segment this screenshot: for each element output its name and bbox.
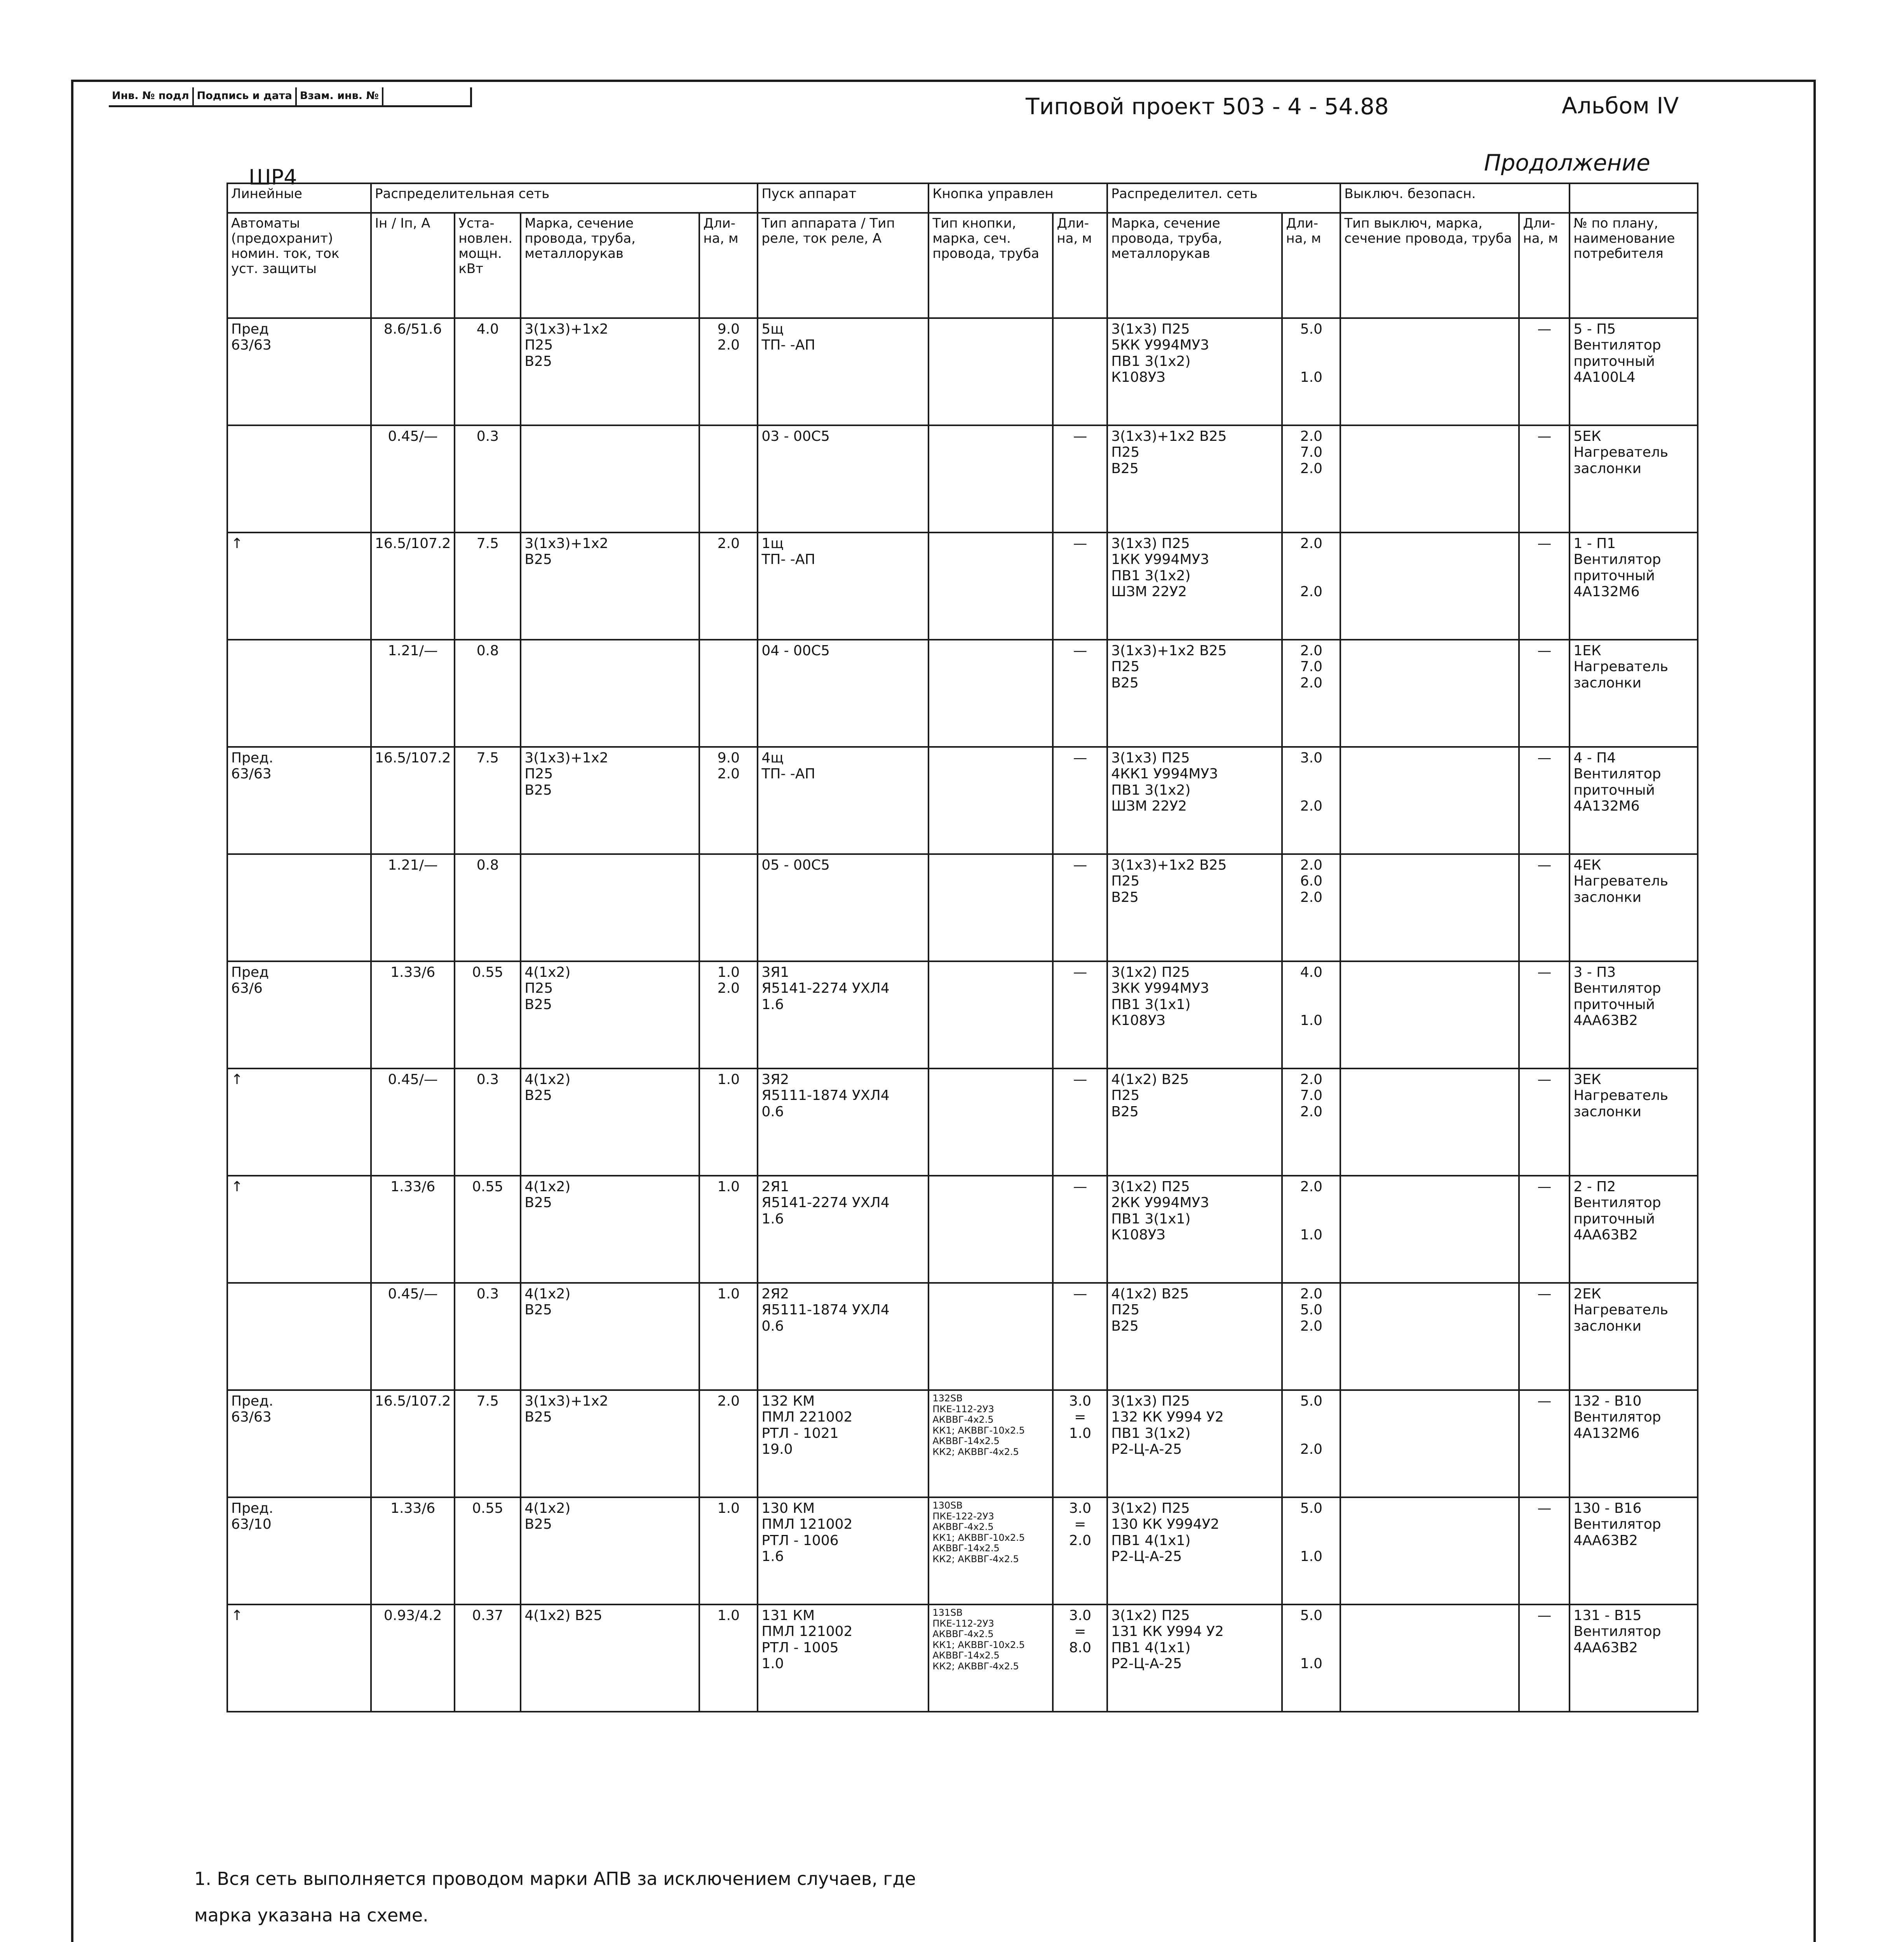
cell-sw bbox=[1340, 1497, 1519, 1604]
notes bbox=[194, 1860, 971, 1942]
cell-current: 16.5/107.2 bbox=[371, 532, 455, 640]
table-row bbox=[227, 1497, 1698, 1604]
cell-length: 9.0 2.0 bbox=[699, 747, 758, 854]
cell-automat bbox=[227, 640, 371, 747]
cell-app: 3Я1 Я5141-2274 УХЛ4 1.6 bbox=[758, 961, 928, 1068]
note-1: 1. Вся сеть выполняется проводом марки АПВ за исключением случаев, где марка указана на схеме. bbox=[194, 1868, 916, 1926]
cell-button bbox=[928, 532, 1053, 640]
cell-current: 1.33/6 bbox=[371, 1497, 455, 1604]
cell-swlen: — bbox=[1519, 1604, 1570, 1712]
cell-mark: 4(1x2) В25 bbox=[521, 1176, 699, 1283]
cell-sw bbox=[1340, 1068, 1519, 1176]
top-stamp bbox=[109, 87, 472, 107]
col-switch: Тип выключ, марка, сечение провода, труба bbox=[1340, 213, 1519, 318]
cell-dlen: 2.0 7.0 2.0 bbox=[1282, 425, 1340, 532]
cell-dlen: 3.0 2.0 bbox=[1282, 747, 1340, 854]
table-row bbox=[227, 1390, 1698, 1497]
cell-sw bbox=[1340, 425, 1519, 532]
cell-power: 0.8 bbox=[455, 640, 521, 747]
cell-app: 4щ ТП- -АП bbox=[758, 747, 928, 854]
cell-mark bbox=[521, 854, 699, 961]
cell-button bbox=[928, 640, 1053, 747]
table-row bbox=[227, 1604, 1698, 1712]
stamp-vzam-inv: Взам. инв. № bbox=[297, 87, 383, 105]
table-row bbox=[227, 532, 1698, 640]
cell-current: 1.21/— bbox=[371, 640, 455, 747]
cell-automat: Пред 63/63 bbox=[227, 318, 371, 425]
cell-length: 2.0 bbox=[699, 1390, 758, 1497]
cell-app: 03 - 00С5 bbox=[758, 425, 928, 532]
cell-length: 1.0 bbox=[699, 1497, 758, 1604]
cell-swlen: — bbox=[1519, 640, 1570, 747]
cell-power: 7.5 bbox=[455, 532, 521, 640]
cell-power: 0.3 bbox=[455, 425, 521, 532]
cell-blen: — bbox=[1053, 425, 1107, 532]
cell-button bbox=[928, 425, 1053, 532]
cell-current: 8.6/51.6 bbox=[371, 318, 455, 425]
cell-dist: 3(1x2) П25 3КК У994МУ3 ПВ1 3(1x1) К108УЗ bbox=[1107, 961, 1282, 1068]
cell-app: 2Я1 Я5141-2274 УХЛ4 1.6 bbox=[758, 1176, 928, 1283]
cell-swlen: — bbox=[1519, 961, 1570, 1068]
cell-dist: 3(1x3) П25 1КК У994МУ3 ПВ1 3(1x2) ШЗМ 22У2 bbox=[1107, 532, 1282, 640]
cell-mark: 4(1x2) В25 bbox=[521, 1068, 699, 1176]
cell-mark: 3(1x3)+1x2 В25 bbox=[521, 1390, 699, 1497]
group-start-app: Пуск аппарат bbox=[758, 183, 928, 213]
cell-current: 0.45/— bbox=[371, 1068, 455, 1176]
cell-mark bbox=[521, 425, 699, 532]
group-switch: Выключ. безопасн. bbox=[1340, 183, 1570, 213]
cell-power: 4.0 bbox=[455, 318, 521, 425]
cell-dlen: 4.0 1.0 bbox=[1282, 961, 1340, 1068]
cell-mark: 4(1x2) П25 В25 bbox=[521, 961, 699, 1068]
cell-dlen: 2.0 2.0 bbox=[1282, 532, 1340, 640]
cell-sw bbox=[1340, 318, 1519, 425]
cell-consumer: 131 - В15 Вентилятор 4АА63В2 bbox=[1570, 1604, 1698, 1712]
cell-current: 16.5/107.2 bbox=[371, 1390, 455, 1497]
cell-consumer: 4ЕК Нагреватель заслонки bbox=[1570, 854, 1698, 961]
cell-length: 9.0 2.0 bbox=[699, 318, 758, 425]
panel-label: ШР4 bbox=[249, 165, 297, 190]
cell-dlen: 5.0 2.0 bbox=[1282, 1390, 1340, 1497]
col-length: Дли-на, м bbox=[699, 213, 758, 318]
cell-blen: 3.0 = 2.0 bbox=[1053, 1497, 1107, 1604]
cell-length bbox=[699, 854, 758, 961]
cell-current: 1.21/— bbox=[371, 854, 455, 961]
cell-automat: Пред 63/6 bbox=[227, 961, 371, 1068]
cell-button bbox=[928, 1176, 1053, 1283]
cell-dlen: 2.0 1.0 bbox=[1282, 1176, 1340, 1283]
cell-blen: — bbox=[1053, 1176, 1107, 1283]
cell-sw bbox=[1340, 532, 1519, 640]
group-dist-net-2: Распределител. сеть bbox=[1107, 183, 1340, 213]
cell-power: 0.3 bbox=[455, 1068, 521, 1176]
cell-swlen: — bbox=[1519, 318, 1570, 425]
cell-power: 0.55 bbox=[455, 961, 521, 1068]
cell-length: 1.0 bbox=[699, 1604, 758, 1712]
cell-swlen: — bbox=[1519, 1068, 1570, 1176]
cell-consumer: 130 - В16 Вентилятор 4АА63В2 bbox=[1570, 1497, 1698, 1604]
group-lines: Линейные bbox=[227, 183, 371, 213]
cell-power: 7.5 bbox=[455, 747, 521, 854]
cell-length: 2.0 bbox=[699, 532, 758, 640]
cell-blen: — bbox=[1053, 854, 1107, 961]
note-2 bbox=[194, 1937, 971, 1942]
cell-automat: Пред. 63/63 bbox=[227, 747, 371, 854]
cell-consumer: 2 - П2 Вентилятор приточный 4АА63В2 bbox=[1570, 1176, 1698, 1283]
cell-consumer: 5 - П5 Вентилятор приточный 4А100L4 bbox=[1570, 318, 1698, 425]
cell-swlen: — bbox=[1519, 1283, 1570, 1390]
table-row bbox=[227, 747, 1698, 854]
cell-sw bbox=[1340, 1283, 1519, 1390]
cell-consumer: 5ЕК Нагреватель заслонки bbox=[1570, 425, 1698, 532]
table-row bbox=[227, 1068, 1698, 1176]
cell-blen: — bbox=[1053, 1283, 1107, 1390]
cell-blen: — bbox=[1053, 961, 1107, 1068]
cell-power: 0.8 bbox=[455, 854, 521, 961]
cell-current: 16.5/107.2 bbox=[371, 747, 455, 854]
cell-button: 132SB ПКЕ-112-2У3 АКВВГ-4x2.5 КК1; АКВВГ-10x2.5 АКВВГ-14x2.5 КК2; АКВВГ-4x2.5 bbox=[928, 1390, 1053, 1497]
col-app-type: Тип аппарата / Тип реле, ток реле, А bbox=[758, 213, 928, 318]
table-row bbox=[227, 1283, 1698, 1390]
cell-automat bbox=[227, 425, 371, 532]
cell-consumer: 1ЕК Нагреватель заслонки bbox=[1570, 640, 1698, 747]
cell-consumer: 1 - П1 Вентилятор приточный 4А132М6 bbox=[1570, 532, 1698, 640]
cell-blen: — bbox=[1053, 532, 1107, 640]
table-row bbox=[227, 961, 1698, 1068]
cell-length: 1.0 bbox=[699, 1283, 758, 1390]
cell-current: 1.33/6 bbox=[371, 961, 455, 1068]
cell-blen: — bbox=[1053, 747, 1107, 854]
cell-consumer: 2ЕК Нагреватель заслонки bbox=[1570, 1283, 1698, 1390]
cell-mark: 3(1x3)+1x2 П25 В25 bbox=[521, 747, 699, 854]
cell-current: 0.45/— bbox=[371, 425, 455, 532]
col-dist-len: Дли-на, м bbox=[1282, 213, 1340, 318]
cell-current: 1.33/6 bbox=[371, 1176, 455, 1283]
group-empty bbox=[1570, 183, 1698, 213]
cell-automat bbox=[227, 1283, 371, 1390]
table-row bbox=[227, 854, 1698, 961]
cell-dist: 3(1x3)+1x2 В25 П25 В25 bbox=[1107, 640, 1282, 747]
cell-length bbox=[699, 425, 758, 532]
cell-dist: 3(1x2) П25 131 КК У994 У2 ПВ1 4(1x1) Р2-Ц-А-25 bbox=[1107, 1604, 1282, 1712]
table-row bbox=[227, 425, 1698, 532]
cell-automat: ↑ bbox=[227, 532, 371, 640]
cell-sw bbox=[1340, 1176, 1519, 1283]
cell-button: 131SB ПКЕ-112-2У3 АКВВГ-4x2.5 КК1; АКВВГ-10x2.5 АКВВГ-14x2.5 КК2; АКВВГ-4x2.5 bbox=[928, 1604, 1053, 1712]
cell-dlen: 5.0 1.0 bbox=[1282, 318, 1340, 425]
cell-button bbox=[928, 1283, 1053, 1390]
cell-length: 1.0 bbox=[699, 1068, 758, 1176]
cell-dist: 3(1x3) П25 132 КК У994 У2 ПВ1 3(1x2) Р2-Ц-А-25 bbox=[1107, 1390, 1282, 1497]
cell-dist: 3(1x2) П25 2КК У994МУ3 ПВ1 3(1x1) К108УЗ bbox=[1107, 1176, 1282, 1283]
cell-sw bbox=[1340, 640, 1519, 747]
stamp-sign-date: Подпись и дата bbox=[194, 87, 297, 105]
cell-swlen: — bbox=[1519, 747, 1570, 854]
cell-dist: 4(1x2) В25 П25 В25 bbox=[1107, 1068, 1282, 1176]
cell-mark: 4(1x2) В25 bbox=[521, 1604, 699, 1712]
col-dist-mark: Марка, сечение провода, труба, металлорукав bbox=[1107, 213, 1282, 318]
col-consumer: № по плану, наименование потребителя bbox=[1570, 213, 1698, 318]
cell-power: 0.37 bbox=[455, 1604, 521, 1712]
group-button: Кнопка управлен bbox=[928, 183, 1107, 213]
cell-automat: Пред. 63/10 bbox=[227, 1497, 371, 1604]
cell-power: 0.55 bbox=[455, 1497, 521, 1604]
cell-blen: 3.0 = 8.0 bbox=[1053, 1604, 1107, 1712]
cell-power: 7.5 bbox=[455, 1390, 521, 1497]
cell-app: 132 КМ ПМЛ 221002 РТЛ - 1021 19.0 bbox=[758, 1390, 928, 1497]
cell-sw bbox=[1340, 961, 1519, 1068]
table-row bbox=[227, 318, 1698, 425]
cell-app: 130 КМ ПМЛ 121002 РТЛ - 1006 1.6 bbox=[758, 1497, 928, 1604]
continuation-label: Продолжение bbox=[1484, 150, 1650, 176]
cell-mark: 3(1x3)+1x2 П25 В25 bbox=[521, 318, 699, 425]
col-switch-len: Дли-на, м bbox=[1519, 213, 1570, 318]
cell-dlen: 5.0 1.0 bbox=[1282, 1497, 1340, 1604]
cell-current: 0.45/— bbox=[371, 1283, 455, 1390]
cell-dlen: 2.0 5.0 2.0 bbox=[1282, 1283, 1340, 1390]
cell-blen: — bbox=[1053, 1068, 1107, 1176]
cell-button bbox=[928, 318, 1053, 425]
cell-blen: 3.0 = 1.0 bbox=[1053, 1390, 1107, 1497]
cell-swlen: — bbox=[1519, 532, 1570, 640]
cell-blen bbox=[1053, 318, 1107, 425]
cell-app: 04 - 00С5 bbox=[758, 640, 928, 747]
col-current: Iн / Iп, А bbox=[371, 213, 455, 318]
cell-swlen: — bbox=[1519, 1497, 1570, 1604]
cell-automat: ↑ bbox=[227, 1604, 371, 1712]
stamp-inv-podl: Инв. № подл bbox=[109, 87, 194, 105]
cell-consumer: 3ЕК Нагреватель заслонки bbox=[1570, 1068, 1698, 1176]
cell-dist: 3(1x2) П25 130 КК У994У2 ПВ1 4(1x1) Р2-Ц-А-25 bbox=[1107, 1497, 1282, 1604]
cell-app: 5щ ТП- -АП bbox=[758, 318, 928, 425]
table-row bbox=[227, 640, 1698, 747]
cell-mark bbox=[521, 640, 699, 747]
cell-swlen: — bbox=[1519, 1176, 1570, 1283]
cell-sw bbox=[1340, 747, 1519, 854]
col-power: Уста-новлен. мощн. кВт bbox=[455, 213, 521, 318]
cell-dist: 3(1x3)+1x2 В25 П25 В25 bbox=[1107, 425, 1282, 532]
cell-consumer: 4 - П4 Вентилятор приточный 4А132М6 bbox=[1570, 747, 1698, 854]
project-title: Типовой проект 503 - 4 - 54.88 bbox=[1026, 93, 1389, 120]
col-mark: Марка, сечение провода, труба, металлорукав bbox=[521, 213, 699, 318]
cell-automat: ↑ bbox=[227, 1068, 371, 1176]
group-dist-net: Распределительная сеть bbox=[371, 183, 758, 213]
cell-length: 1.0 bbox=[699, 1176, 758, 1283]
cell-dist: 3(1x3) П25 4КК1 У994МУ3 ПВ1 3(1x2) ШЗМ 22У2 bbox=[1107, 747, 1282, 854]
album-label: Альбом IV bbox=[1562, 92, 1679, 119]
cell-automat: Пред. 63/63 bbox=[227, 1390, 371, 1497]
cell-app: 1щ ТП- -АП bbox=[758, 532, 928, 640]
cell-button: 130SB ПКЕ-122-2У3 АКВВГ-4x2.5 КК1; АКВВГ-10x2.5 АКВВГ-14x2.5 КК2; АКВВГ-4x2.5 bbox=[928, 1497, 1053, 1604]
cell-blen: — bbox=[1053, 640, 1107, 747]
cell-power: 0.55 bbox=[455, 1176, 521, 1283]
cell-app: 3Я2 Я5111-1874 УХЛ4 0.6 bbox=[758, 1068, 928, 1176]
cell-automat bbox=[227, 854, 371, 961]
cell-dist: 4(1x2) В25 П25 В25 bbox=[1107, 1283, 1282, 1390]
cell-dlen: 2.0 6.0 2.0 bbox=[1282, 854, 1340, 961]
cell-consumer: 132 - В10 Вентилятор 4А132М6 bbox=[1570, 1390, 1698, 1497]
cell-button bbox=[928, 854, 1053, 961]
cell-swlen: — bbox=[1519, 854, 1570, 961]
cell-dist: 3(1x3)+1x2 В25 П25 В25 bbox=[1107, 854, 1282, 961]
distribution-network-table bbox=[226, 183, 1698, 1712]
cell-automat: ↑ bbox=[227, 1176, 371, 1283]
cell-app: 131 КМ ПМЛ 121002 РТЛ - 1005 1.0 bbox=[758, 1604, 928, 1712]
cell-consumer: 3 - П3 Вентилятор приточный 4АА63В2 bbox=[1570, 961, 1698, 1068]
cell-button bbox=[928, 1068, 1053, 1176]
cell-dlen: 5.0 1.0 bbox=[1282, 1604, 1340, 1712]
cell-button bbox=[928, 747, 1053, 854]
cell-mark: 4(1x2) В25 bbox=[521, 1283, 699, 1390]
cell-swlen: — bbox=[1519, 425, 1570, 532]
col-button: Тип кнопки, марка, сеч. провода, труба bbox=[928, 213, 1053, 318]
cell-length bbox=[699, 640, 758, 747]
cell-sw bbox=[1340, 854, 1519, 961]
cell-length: 1.0 2.0 bbox=[699, 961, 758, 1068]
cell-dlen: 2.0 7.0 2.0 bbox=[1282, 640, 1340, 747]
cell-dist: 3(1x3) П25 5КК У994МУ3 ПВ1 3(1x2) К108УЗ bbox=[1107, 318, 1282, 425]
cell-swlen: — bbox=[1519, 1390, 1570, 1497]
cell-app: 2Я2 Я5111-1874 УХЛ4 0.6 bbox=[758, 1283, 928, 1390]
cell-mark: 3(1x3)+1x2 В25 bbox=[521, 532, 699, 640]
cell-mark: 4(1x2) В25 bbox=[521, 1497, 699, 1604]
col-button-len: Дли-на, м bbox=[1053, 213, 1107, 318]
cell-sw bbox=[1340, 1390, 1519, 1497]
cell-app: 05 - 00С5 bbox=[758, 854, 928, 961]
col-automat: Автоматы (предохранит) номин. ток, ток уст. защиты bbox=[227, 213, 371, 318]
cell-current: 0.93/4.2 bbox=[371, 1604, 455, 1712]
cell-button bbox=[928, 961, 1053, 1068]
cell-sw bbox=[1340, 1604, 1519, 1712]
cell-dlen: 2.0 7.0 2.0 bbox=[1282, 1068, 1340, 1176]
table-row bbox=[227, 1176, 1698, 1283]
cell-power: 0.3 bbox=[455, 1283, 521, 1390]
